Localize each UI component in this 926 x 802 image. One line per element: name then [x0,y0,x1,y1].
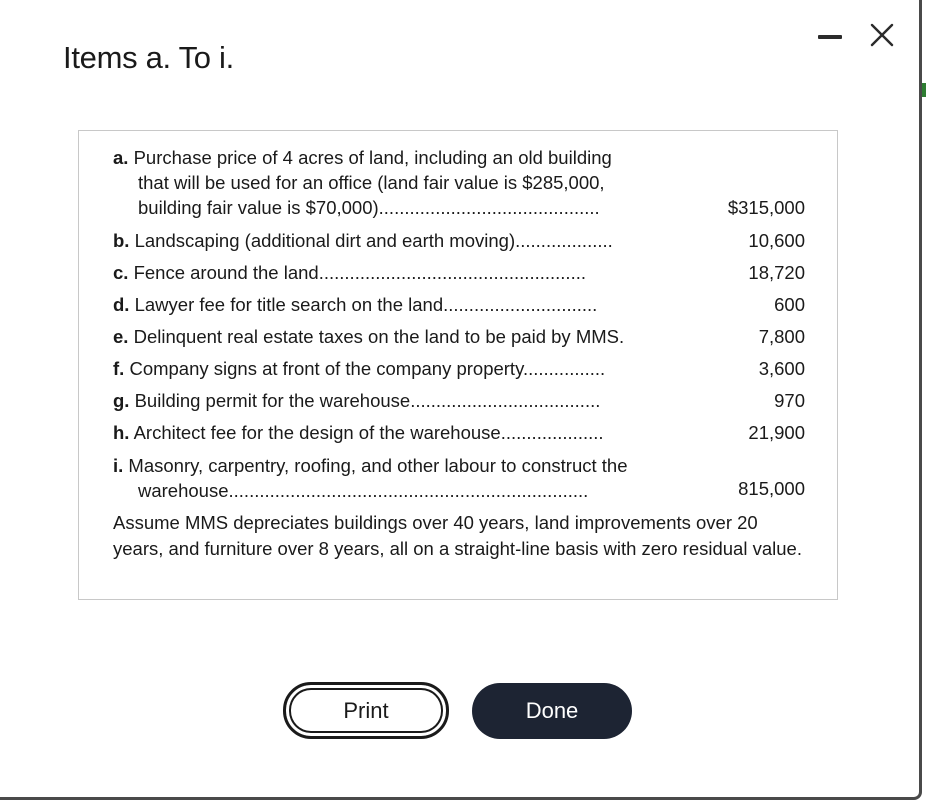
print-button[interactable]: Print [283,682,449,739]
item-desc: Delinquent real estate taxes on the land to be paid by MMS. [133,326,625,347]
item-amount: 7,800 [758,326,805,347]
item-desc-line3: building fair value is $70,000)........................................... [138,197,600,218]
item-d [113,292,813,317]
item-desc-line2: warehouse...................................................................... [138,480,589,501]
item-desc: Lawyer fee for title search on the land.............................. [134,294,598,315]
item-amount: 815,000 [738,478,805,499]
item-c [113,260,813,285]
item-amount: 600 [774,294,805,315]
item-letter: b. [113,230,130,251]
item-amount: 10,600 [748,230,805,251]
item-amount: 18,720 [748,262,805,283]
item-desc: Building permit for the warehouse..................................... [134,390,601,411]
window-edge-accent [922,83,926,97]
item-f [113,356,813,381]
item-letter: i. [113,455,124,476]
done-button[interactable]: Done [472,683,632,739]
close-button[interactable] [869,22,895,48]
item-desc: Architect fee for the design of the warehouse.................... [133,422,604,443]
item-b [113,228,813,253]
item-amount: 3,600 [758,358,805,379]
item-amount: 21,900 [748,422,805,443]
minimize-icon [818,35,842,39]
item-letter: c. [113,262,129,283]
item-letter: f. [113,358,125,379]
item-amount: $315,000 [727,197,805,218]
item-desc: Fence around the land.................................................... [133,262,586,283]
close-icon [869,22,895,48]
item-letter: d. [113,294,130,315]
item-letter: h. [113,422,130,443]
item-a [113,145,813,220]
item-desc: Landscaping (additional dirt and earth moving)................... [134,230,613,251]
item-g [113,388,813,413]
item-amount: 970 [774,390,805,411]
item-letter: g. [113,390,130,411]
depreciation-note: Assume MMS depreciates buildings over 40 years, land improvements over 20 years, and furniture over 8 years, all on a straight-line basis with zero residual value. [113,512,802,559]
item-h [113,420,813,445]
minimize-button[interactable] [818,26,842,46]
item-desc-line2: that will be used for an office (land fair value is $285,000, [138,172,605,193]
item-desc-line1: Masonry, carpentry, roofing, and other labour to construct the [128,455,628,476]
item-i [113,453,813,503]
item-desc: Company signs at front of the company property................ [129,358,606,379]
item-letter: e. [113,326,129,347]
dialog-title: Items a. To i. [63,40,234,75]
item-desc-line1: Purchase price of 4 acres of land, including an old building [133,147,612,168]
item-letter: a. [113,147,129,168]
item-e [113,324,813,349]
